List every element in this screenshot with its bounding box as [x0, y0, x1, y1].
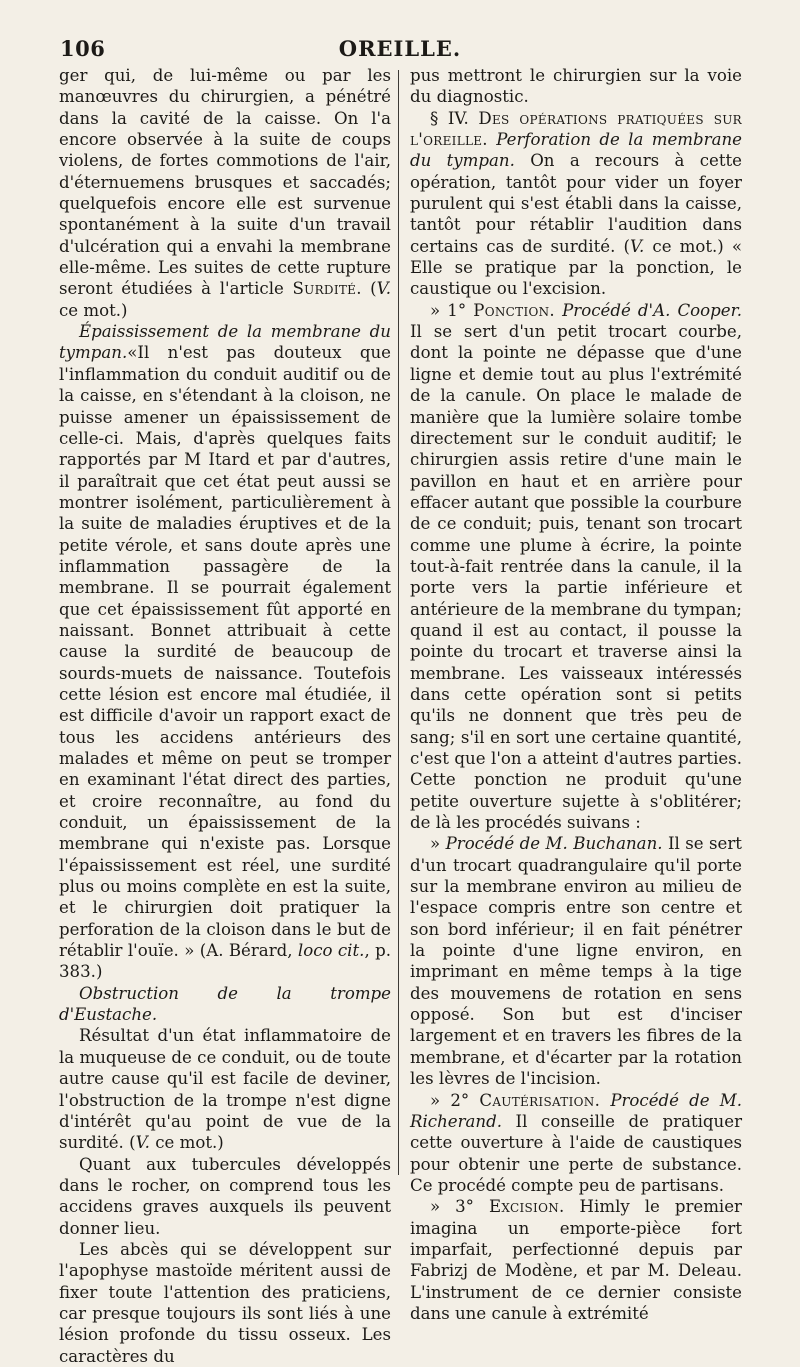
running-head: OREILLE.: [338, 36, 462, 61]
paragraph: § IV. Des opérations pratiquées sur l'oreille. Perforation de la membrane du tympan. On a recours à cette opération, tantôt pour vider un foyer purulent qui s'est établi dans la caisse, tantôt pour rétablir l'audition dans certains cas de surdité. (V. ce mot.) « Elle se pratique par la ponction, le caustique ou l'excision.: [410, 108, 743, 299]
right-column: [410, 65, 742, 1324]
page-number: 106: [60, 36, 106, 61]
page-header: [60, 32, 740, 68]
paragraph: » 3° Excision. Himly le premier imagina un emporte-pièce fort imparfait, perfectionné depuis par Fabrizj de Modène, et par M. Deleau. L'instrument de ce dernier consiste dans une canule à extrémité: [410, 1197, 742, 1323]
paragraph: Les abcès qui se développent sur l'apophyse mastoïde méritent aussi de fixer toute l'attention des praticiens, car presque toujours ils sont liés à une lésion profonde du tissu osseux. Les caractères du: [59, 1239, 391, 1366]
paragraph: Épaississement de la membrane du tympan.«Il n'est pas douteux que l'inflammation du conduit auditif ou de la caisse, en s'étendant à la cloison, ne puisse amener un épaississement de celle-ci. Mais, d'après quelques faits rapportés par M Itard et par d'autres, il paraîtrait que cet état peut aussi se montrer isolément, particulièrement à la suite de maladies éruptives et de la petite vérole, et sans doute après une inflammation passagère de la membrane. Il se pourrait également que cet épaississement fût apporté en naissant. Bonnet attribuait à cette cause la surdité de beaucoup de sourds-muets de naissance. Toutefois cette lésion est encore mal étudiée, il est difficile d'avoir un rapport exact de tous les accidens antérieurs des malades et même on peut se tromper en examinant l'état direct des parties, et croire reconnaître, au fond du conduit, un épaississement de la membrane qui n'existe pas. Lorsque l'épaississement est réel, une surdité plus ou moins complète en est la suite, et le chirurgien doit pratiquer la perforation de la cloison dans le but de rétablir l'ouïe. » (A. Bérard, loco cit., p. 383.): [59, 322, 391, 982]
paragraph: pus mettront le chirurgien sur la voie du diagnostic.: [410, 66, 742, 107]
section-heading: Des opérations pratiquées sur l'oreille.: [410, 108, 742, 150]
left-column: [59, 65, 391, 1367]
subsection-heading: Excision.: [488, 1197, 565, 1217]
paragraph: Résultat d'un état inflammatoire de la muqueuse de ce conduit, ou de toute autre cause qu'il est facile de deviner, l'obstruction de la trompe n'est digne d'intérêt qu'au point de vue de la surdité. (V. ce mot.): [59, 1026, 391, 1153]
subsection-heading: Cautérisation.: [479, 1090, 601, 1110]
subsection-heading: Procédé de M. Buchanan.: [445, 834, 663, 854]
paragraph: » 2° Cautérisation. Procédé de M. Richerand. Il conseille de pratiquer cette ouverture à l'aide de caustiques pour obtenir une perte de substance. Ce procédé compte peu de partisans.: [410, 1090, 742, 1195]
section-heading: Épaississement de la membrane du tympan.: [59, 322, 391, 363]
paragraph: ger qui, de lui-même ou par les manœuvres du chirurgien, a pénétré dans la cavité de la caisse. On l'a encore observée à la suite de coups violens, de fortes commotions de l'air, d'éternuemens brusques et saccadés; quelquefois encore elle est survenue spontanément à la suite d'un travail d'ulcération qui a envahi la membrane elle-même. Les suites de cette rupture seront étudiées à l'article Surdité. (V. ce mot.): [59, 66, 391, 320]
subsection-heading: Ponction.: [473, 300, 556, 320]
paragraph: » 1° Ponction. Procédé d'A. Cooper. Il se sert d'un petit trocart courbe, dont la pointe ne dépasse que d'une ligne et demie tout au plus l'extrémité de la canule. On place le malade de manière que la lumière solaire tombe directement sur le conduit auditif; le chirurgien assis retire d'une main le pavillon en haut et en arrière pour effacer autant que possible la courbure de ce conduit; puis, tenant son trocart comme une plume à écrire, la pointe tout-à-fait rentrée dans la canule, il la porte vers la partie inférieure et antérieure de la membrane du tympan; quand il est au contact, il pousse la pointe du trocart et traverse ainsi la membrane. Les vaisseaux intéressés dans cette opération sont si petits qu'ils ne donnent que très peu de sang; s'il en sort une certaine quantité, c'est que l'on a atteint d'autres parties. Cette ponction ne produit qu'une petite ouverture sujette à s'oblitérer; de là les procédés suivans :: [410, 300, 742, 833]
column-divider: [398, 70, 399, 1175]
paragraph: Quant aux tubercules développés dans le rocher, on comprend tous les accidens graves auxquels ils peuvent donner lieu.: [59, 1154, 391, 1238]
paragraph: » Procédé de M. Buchanan. Il se sert d'un trocart quadrangulaire qu'il porte sur la membrane environ au milieu de l'espace compris entre son centre et son bord inférieur; il en fait pénétrer la pointe d'une ligne environ, en imprimant en même temps à la tige des mouvemens de rotation en sens opposé. Son but est d'inciser largement et en travers les fibres de la membrane, et d'écarter par la rotation les lèvres de l'incision.: [410, 834, 742, 1089]
section-heading: Obstruction de la trompe d'Eustache.: [59, 983, 391, 1025]
